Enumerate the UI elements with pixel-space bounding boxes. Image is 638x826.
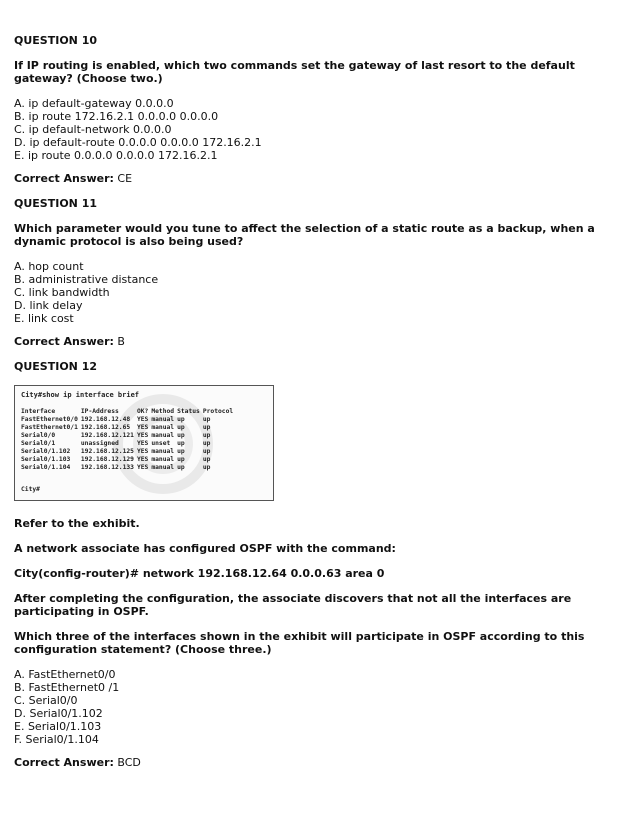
option-item: D. link delay (14, 299, 83, 312)
table-cell: up (202, 416, 211, 423)
answer-value: CE (117, 172, 133, 185)
table-cell: up (177, 440, 185, 447)
table-cell: Serial0/1.102 (21, 448, 71, 455)
table-row (21, 424, 236, 432)
table-cell: Serial0/1.103 (21, 456, 71, 463)
table-cell: manual (151, 416, 175, 423)
interface-table (21, 408, 236, 472)
option-item: B. administrative distance (14, 273, 159, 286)
table-cell: YES (136, 416, 149, 423)
table-cell: YES (136, 424, 149, 431)
table-cell: Serial0/1 (21, 440, 56, 447)
table-cell: up (202, 440, 211, 447)
table-cell: unset (151, 440, 171, 447)
table-cell: Serial0/1.104 (21, 464, 71, 471)
answer-label: Correct Answer: (14, 172, 114, 185)
table-cell: unassigned (80, 440, 119, 447)
answer-label: Correct Answer: (14, 335, 114, 348)
option-item: C. ip default-network 0.0.0.0 (14, 123, 172, 136)
table-cell: 192.168.12.48 (80, 416, 131, 423)
option-item: E. Serial0/1.103 (14, 720, 102, 733)
table-row (21, 416, 236, 424)
question-10-options (14, 97, 614, 162)
question-12-refer: Refer to the exhibit. (14, 517, 140, 530)
table-cell: manual (151, 424, 175, 431)
option-item: D. ip default-route 0.0.0.0 0.0.0.0 172.16.2.1 (14, 136, 262, 149)
column-header: Method (151, 408, 175, 415)
table-row (21, 432, 236, 440)
option-item: B. FastEthernet0 /1 (14, 681, 120, 694)
table-cell: up (177, 424, 185, 431)
question-12-text: Which three of the interfaces shown in the exhibit will participate in OSPF according to this configuration statement? (Choose three.) (14, 630, 585, 656)
table-cell: up (202, 424, 211, 431)
table-cell: YES (136, 464, 149, 471)
column-header: Protocol (202, 408, 234, 415)
question-11-options (14, 260, 614, 325)
table-cell: manual (151, 432, 175, 439)
table-cell: 192.168.12.125 (80, 448, 134, 455)
table-cell: 192.168.12.133 (80, 464, 134, 471)
question-11-text: Which parameter would you tune to affect the selection of a static route as a backup, when a dynamic protocol is also being used? (14, 222, 595, 248)
table-cell: 192.168.12.65 (80, 424, 131, 431)
exhibit-terminal (14, 385, 274, 501)
table-cell: up (177, 416, 185, 423)
table-cell: YES (136, 432, 149, 439)
question-10-title: QUESTION 10 (14, 34, 98, 47)
exhibit-command: City#show ip interface brief (21, 391, 140, 399)
option-item: B. ip route 172.16.2.1 0.0.0.0 0.0.0.0 (14, 110, 219, 123)
option-item: E. link cost (14, 312, 74, 325)
question-10-text: If IP routing is enabled, which two commands set the gateway of last resort to the default gateway? (Choose two.) (14, 59, 575, 85)
question-11-answer (14, 335, 614, 348)
question-10-answer (14, 172, 614, 185)
option-item: A. FastEthernet0/0 (14, 668, 116, 681)
table-cell: up (202, 432, 211, 439)
answer-label: Correct Answer: (14, 756, 114, 769)
table-cell: up (177, 432, 185, 439)
document-page (14, 34, 614, 781)
option-item: A. hop count (14, 260, 84, 273)
table-cell: up (202, 448, 211, 455)
table-cell: up (177, 464, 185, 471)
question-12-paragraph-1: A network associate has configured OSPF with the command: (14, 542, 396, 555)
table-cell: 192.168.12.121 (80, 432, 134, 439)
table-cell: up (202, 456, 211, 463)
table-cell: manual (151, 464, 175, 471)
answer-value: BCD (117, 756, 141, 769)
table-row (21, 464, 236, 472)
option-item: C. link bandwidth (14, 286, 110, 299)
question-12-title: QUESTION 12 (14, 360, 98, 373)
option-item: E. ip route 0.0.0.0 0.0.0.0 172.16.2.1 (14, 149, 218, 162)
option-item: C. Serial0/0 (14, 694, 78, 707)
question-12-answer (14, 756, 614, 769)
option-item: F. Serial0/1.104 (14, 733, 99, 746)
column-header: IP-Address (80, 408, 119, 415)
table-cell: YES (136, 456, 149, 463)
column-header: Interface (21, 408, 56, 415)
table-cell: up (202, 464, 211, 471)
table-cell: 192.168.12.129 (80, 456, 134, 463)
table-cell: up (177, 448, 185, 455)
table-row (21, 440, 236, 448)
table-cell: Serial0/0 (21, 432, 56, 439)
question-11-title: QUESTION 11 (14, 197, 98, 210)
exhibit-prompt: City# (21, 486, 40, 493)
table-cell: FastEthernet0/1 (21, 424, 78, 431)
table-row (21, 448, 236, 456)
question-12-paragraph-2: After completing the configuration, the associate discovers that not all the interfaces are participating in OSPF. (14, 592, 572, 618)
column-header: OK? (136, 408, 149, 415)
column-header: Status (177, 408, 200, 415)
option-item: A. ip default-gateway 0.0.0.0 (14, 97, 174, 110)
table-row (21, 456, 236, 464)
answer-value: B (117, 335, 125, 348)
table-cell: manual (151, 448, 175, 455)
table-cell: up (177, 456, 185, 463)
question-12-options (14, 668, 614, 746)
question-12-command: City(config-router)# network 192.168.12.64 0.0.0.63 area 0 (14, 567, 385, 580)
option-item: D. Serial0/1.102 (14, 707, 103, 720)
table-header-row (21, 408, 236, 416)
table-cell: FastEthernet0/0 (21, 416, 78, 423)
table-cell: YES (136, 440, 149, 447)
table-cell: YES (136, 448, 149, 455)
table-cell: manual (151, 456, 175, 463)
